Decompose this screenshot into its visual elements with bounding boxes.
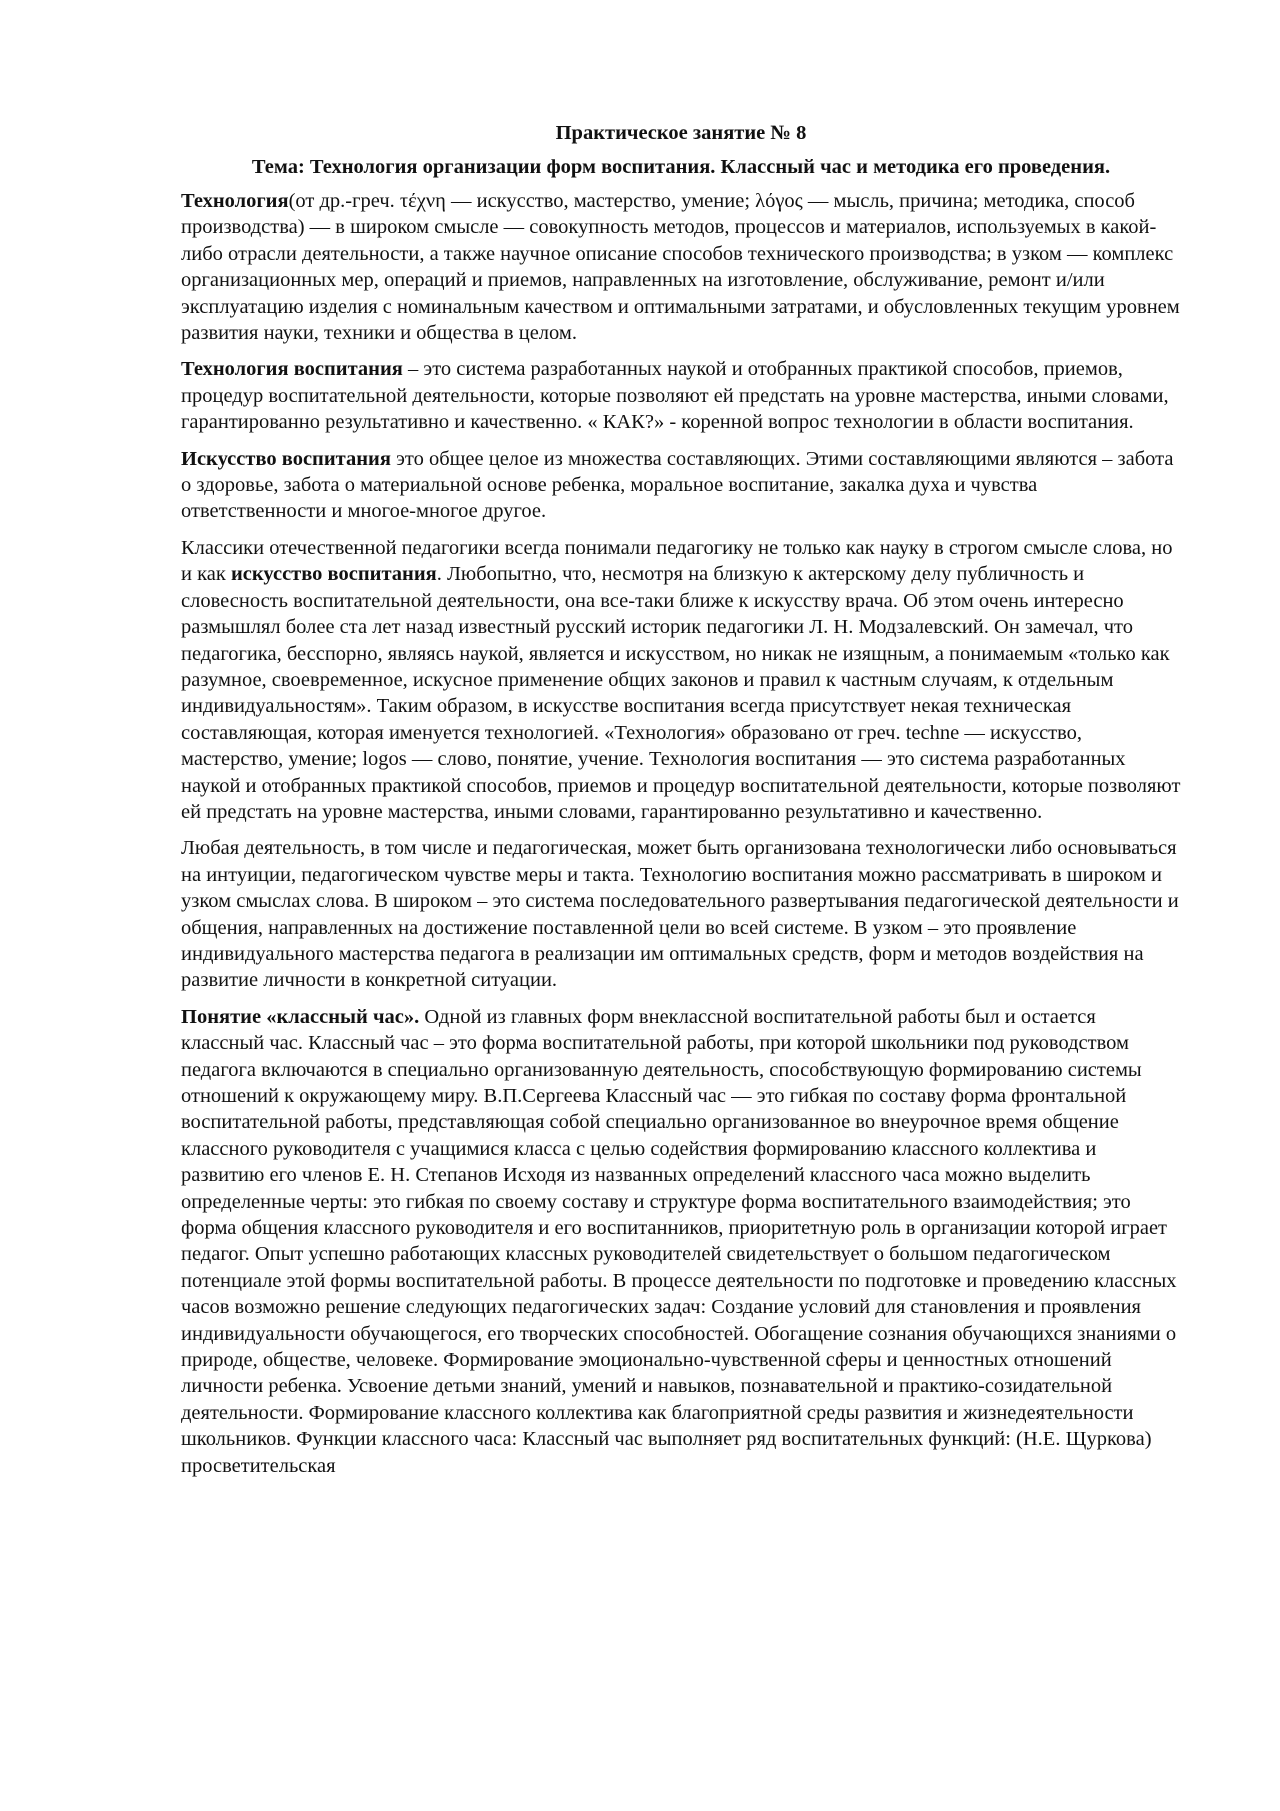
document-page — [181, 118, 1181, 1489]
paragraph-text: . Любопытно, что, несмотря на близкую к актерскому делу публичность и словесность воспитательной деятельности, она все-таки ближе к искусству врача. Об этом очень интересно размышлял более ста лет назад известный русский историк педагогики Л. Н. Модзалевский. Он замечал, что педагогика, бесспорно, являясь наукой, является и искусством, но никак не изящным, а понимаемым «только как разумное, своевременное, искусное применение общих законов и правил к частным случаям, к отдельным индивидуальностям». Таким образом, в искусстве воспитания всегда присутствует некая техническая составляющая, которая именуется технологией. «Технология» образовано от греч. techne — искусство, мастерство, умение; logos — слово, понятие, учение. Технология воспитания — это система разработанных наукой и отобранных практикой способов, приемов и процедур воспитательной деятельности, которые позволяют ей предстать на уровне мастерства, иными словами, гарантированно результативно и качественно. — [181, 563, 1181, 823]
paragraph-technology — [181, 188, 1181, 346]
paragraph-any-activity — [181, 835, 1181, 993]
paragraph-upbringing-art — [181, 446, 1181, 525]
paragraph-text: Классики отечественной педагогики всегда понимали педагогику не только как науку в строгом смысле слова, но и как — [181, 536, 1173, 586]
paragraph-text: – это система разработанных наукой и отобранных практикой способов, приемов, процедур воспитательной деятельности, которые позволяют ей предстать на уровне мастерства, иными словами, гарантированно результативно и качественно. « КАК?» - коренной вопрос технологии в области воспитания. — [181, 358, 1169, 434]
paragraph-classics — [181, 535, 1181, 825]
page-title: Практическое занятие № 8 — [555, 122, 807, 144]
paragraph-class-hour — [181, 1004, 1181, 1479]
term-upbringing-technology: Технология воспитания — [181, 358, 403, 381]
term-technology: Технология — [181, 190, 289, 212]
term-upbringing-art: Искусство воспитания — [181, 447, 391, 470]
term-class-hour: Понятие «классный час». — [181, 1005, 420, 1028]
page-subtitle: Тема: Технология организации форм воспитания. Классный час и методика его проведения. — [251, 156, 1111, 178]
paragraph-text: Любая деятельность, в том числе и педагогическая, может быть организована технологически либо основываться на интуиции, педагогическом чувстве меры и такта. Технологию воспитания можно рассматривать в широком и узком смыслах слова. В широком – это система последовательного развертывания педагогической деятельности и общения, направленных на достижение поставленной цели во всей системе. В узком – это проявление индивидуального мастерства педагога в реализации им оптимальных средств, форм и методов воздействия на развитие личности в конкретной ситуации. — [181, 837, 1179, 992]
paragraph-text: (от др.-греч. τέχνη — искусство, мастерство, умение; λόγος — мысль, причина; методика, способ производства) — в широком смысле — совокупность методов, процессов и материалов, используемых в какой-либо отрасли деятельности, а также научное описание способов технического производства; в узком — комплекс организационных мер, операций и приемов, направленных на изготовление, обслуживание, ремонт и/или эксплуатацию изделия с номинальным качеством и оптимальными затратами, и обусловленных текущим уровнем развития науки, техники и общества в целом. — [181, 190, 1180, 345]
paragraph-upbringing-technology — [181, 356, 1181, 435]
paragraph-text: это общее целое из множества составляющих. Этими составляющими являются – забота о здоровье, забота о материальной основе ребенка, моральное воспитание, закалка духа и чувства ответственности и многое-многое другое. — [181, 447, 1174, 523]
term-upbringing-art-inline: искусство воспитания — [230, 563, 437, 586]
paragraph-text: Одной из главных форм внеклассной воспитательной работы был и остается классный час. Классный час – это форма воспитательной работы, при которой школьники под руководством педагога включаются в специально организованную деятельность, способствующую формированию системы отношений к окружающему миру. В.П.Сергеева Классный час — это гибкая по составу форма фронтальной воспитательной работы, представляющая собой специально организованное во внеурочное время общение классного руководителя с учащимися класса с целью содействия формированию классного коллектива и развитию его членов Е. Н. Степанов Исходя из названных определений классного часа можно выделить определенные черты: это гибкая по своему составу и структуре форма воспитательного взаимодействия; это форма общения классного руководителя и его воспитанников, приоритетную роль в организации которой играет педагог. Опыт успешно работающих классных руководителей свидетельствует о большом педагогическом потенциале этой формы воспитательной работы. В процессе деятельности по подготовке и проведению классных часов возможно решение следующих педагогических задач: Создание условий для становления и проявления индивидуальности обучающегося, его творческих способностей. Обогащение сознания обучающихся знаниями о природе, обществе, человеке. Формирование эмоционально-чувственной сферы и ценностных отношений личности ребенка. Усвоение детьми знаний, умений и навыков, познавательной и практико-созидательной деятельности. Формирование классного коллектива как благоприятной среды развития и жизнедеятельности школьников. Функции классного часа: Классный час выполняет ряд воспитательных функций: (Н.Е. Щуркова) просветительская — [181, 1005, 1177, 1477]
